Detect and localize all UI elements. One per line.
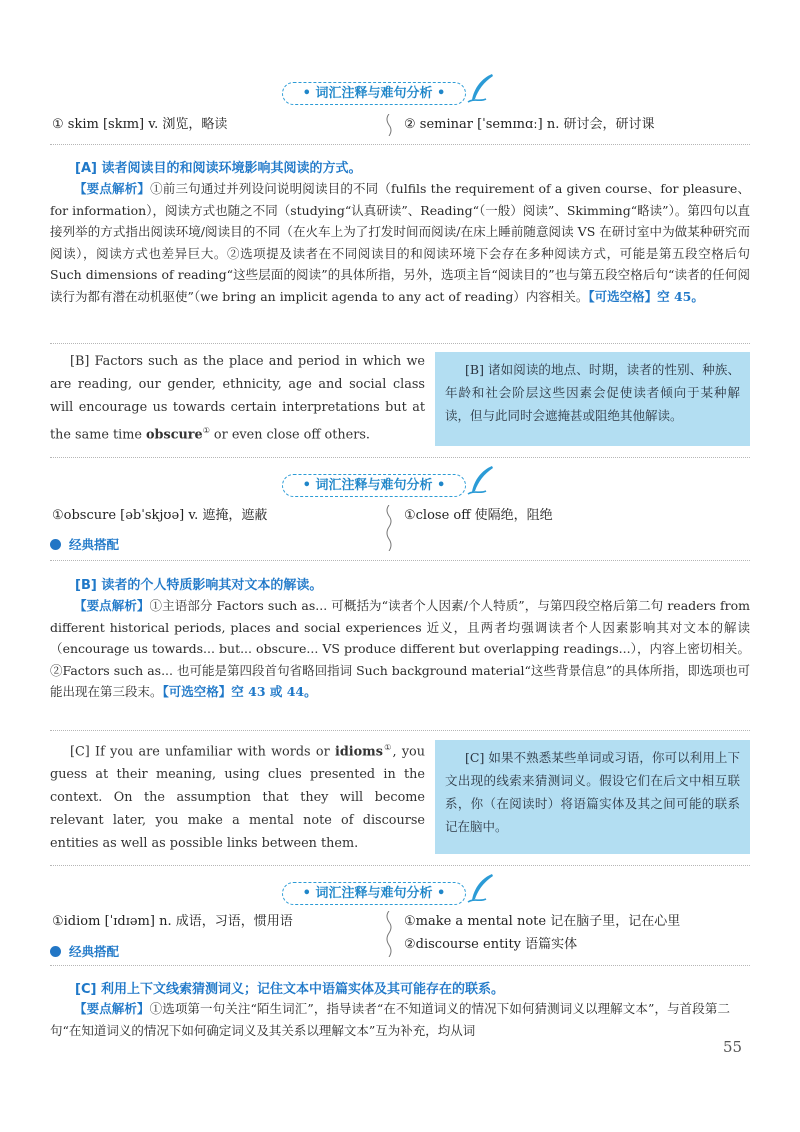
divider: [50, 343, 750, 344]
divider-squiggle: [385, 911, 387, 957]
section-a-heading: [A] 读者阅读目的和阅读环境影响其阅读的方式。: [75, 161, 362, 176]
bullet-dot-icon: [50, 946, 61, 957]
collocation-heading-label: 经典搭配: [69, 944, 120, 959]
vocab-item-seminar: ② seminar [ˈsemɪnɑː] n. 研讨会，研讨课: [404, 117, 655, 132]
passage-c-english: [50, 736, 425, 855]
vocab-item-obscure: ①obscure [əbˈskjʊə] v. 遮掩，遮蔽: [52, 508, 268, 523]
passage-b-text: [B] Factors such as the place and period in which we are reading, our gender, ethnicity, age and social class will encourage us towards certain interpretations but at the same time: [50, 354, 425, 443]
passage-c-keyword: idioms: [334, 744, 383, 760]
passage-b-text-end: or even close off others.: [209, 427, 370, 443]
divider: [50, 144, 750, 145]
analysis-tag: 【要点解析】: [74, 181, 151, 196]
analysis-tag: 【要点解析】: [74, 1001, 150, 1016]
section-a-answer: 【可选空格】空 45。: [588, 288, 704, 304]
collocation-heading: [50, 535, 119, 553]
footnote-mark: ①: [202, 426, 210, 435]
divider-squiggle: [385, 505, 387, 551]
section-a-analysis: [50, 178, 750, 307]
divider-squiggle: [385, 114, 387, 136]
passage-c-translation: [C] 如果不熟悉某些单词或习语，你可以利用上下文出现的线索来猜测词义。假设它们在后文中相互联系，你（在阅读时）将语篇实体及其之间可能的联系记在脑中。: [435, 740, 750, 854]
footnote-mark: ①: [382, 743, 393, 752]
vocab-section-title: • 词汇注释与难句分析 •: [282, 882, 466, 905]
divider: [50, 865, 750, 866]
divider: [50, 560, 750, 561]
section-a-body: ①前三句通过并列设问说明阅读目的不同（fulfils the requirement of a given course、for pleasure、for information），阅读方式也随之不同（studying“认真研读”、Reading“（一般）阅读”、Skimming“略读”）。第四句以直接列举的方式指出阅读环境/阅读目的不同（在火车上为了打发时间而阅读/在床上睡前随意阅读 VS 在研讨室中为做某种研究而阅读），阅读方式也差异巨大。②选项提及读者在不同阅读目的和阅读环境下会存在多种阅读方式，可能是第五段空格后句 Such dimensions of reading“这些层面的阅读”的具体所指，另外，选项主旨“阅读目的”也与第五段空格后句“读者的任何阅读行为都有潜在动机驱使”（we bring an implicit agenda to any act of reading）内容相关。: [50, 181, 750, 304]
page-number: 55: [723, 1038, 743, 1056]
collocation-close-off: ①close off 使隔绝，阻绝: [404, 508, 553, 523]
divider: [50, 965, 750, 966]
section-b-heading: [B] 读者的个人特质影响其对文本的解读。: [75, 578, 323, 593]
passage-c-text-end: , you guess at their meaning, using clues presented in the context. On the assumption that they will become relevant later, you make a mental note of discourse entities as well as possible links between them.: [50, 744, 426, 852]
quill-icon: [466, 872, 496, 906]
section-b-answer: 【可选空格】空 43 或 44。: [162, 684, 317, 699]
quill-icon: [466, 464, 496, 498]
collocation-discourse-entity: ②discourse entity 语篇实体: [404, 937, 578, 952]
vocab-item-idiom: ①idiom [ˈɪdɪəm] n. 成语，习语，惯用语: [52, 914, 293, 929]
analysis-tag: 【要点解析】: [74, 598, 150, 613]
passage-b-keyword: obscure: [146, 427, 203, 443]
quill-icon: [466, 72, 496, 106]
section-c-body: ①选项第一句关注“陌生词汇”，指导读者“在不知道词义的情况下如何猜测词义以理解文本”，与首段第二句“在知道词义的情况下如何确定词义及其关系以理解文本”互为补充，均从词: [50, 1001, 730, 1038]
passage-b-english: [50, 350, 425, 446]
vocab-item-skim: ① skim [skɪm] v. 浏览，略读: [52, 117, 228, 132]
bullet-dot-icon: [50, 539, 61, 550]
collocation-heading: [50, 942, 119, 960]
section-b-body: ①主语部分 Factors such as... 可概括为“读者个人因素/个人特质”，与第四段空格后第二句 readers from different historical periods, places and social experiences 近义，且两者均强调读者个人因素影响其对文本的解读（encourage us towards... but... obscure... VS produce different but overlapping readings...），内容上密切相关。②Factors such as... 也可能是第四段首句省略回指词 Such background material“这些背景信息”的具体所指，即选项也可能出现在第三段末。: [50, 598, 750, 699]
divider: [50, 457, 750, 458]
vocab-section-title: • 词汇注释与难句分析 •: [282, 474, 466, 497]
vocab-section-title: • 词汇注释与难句分析 •: [282, 82, 466, 105]
section-c-heading: [C] 利用上下文线索猜测词义；记住文本中语篇实体及其可能存在的联系。: [75, 982, 504, 997]
passage-b-translation: [B] 诸如阅读的地点、时期，读者的性别、种族、年龄和社会阶层这些因素会促使读者倾向于某种解读，但与此同时会遮掩甚或阻绝其他解读。: [435, 352, 750, 446]
collocation-heading-label: 经典搭配: [69, 537, 120, 552]
passage-c-text: [C] If you are unfamiliar with words or: [70, 744, 335, 760]
collocation-mental-note: ①make a mental note 记在脑子里，记在心里: [404, 914, 681, 929]
divider: [50, 730, 750, 731]
section-b-analysis: [50, 595, 750, 703]
section-c-analysis: [50, 998, 730, 1041]
